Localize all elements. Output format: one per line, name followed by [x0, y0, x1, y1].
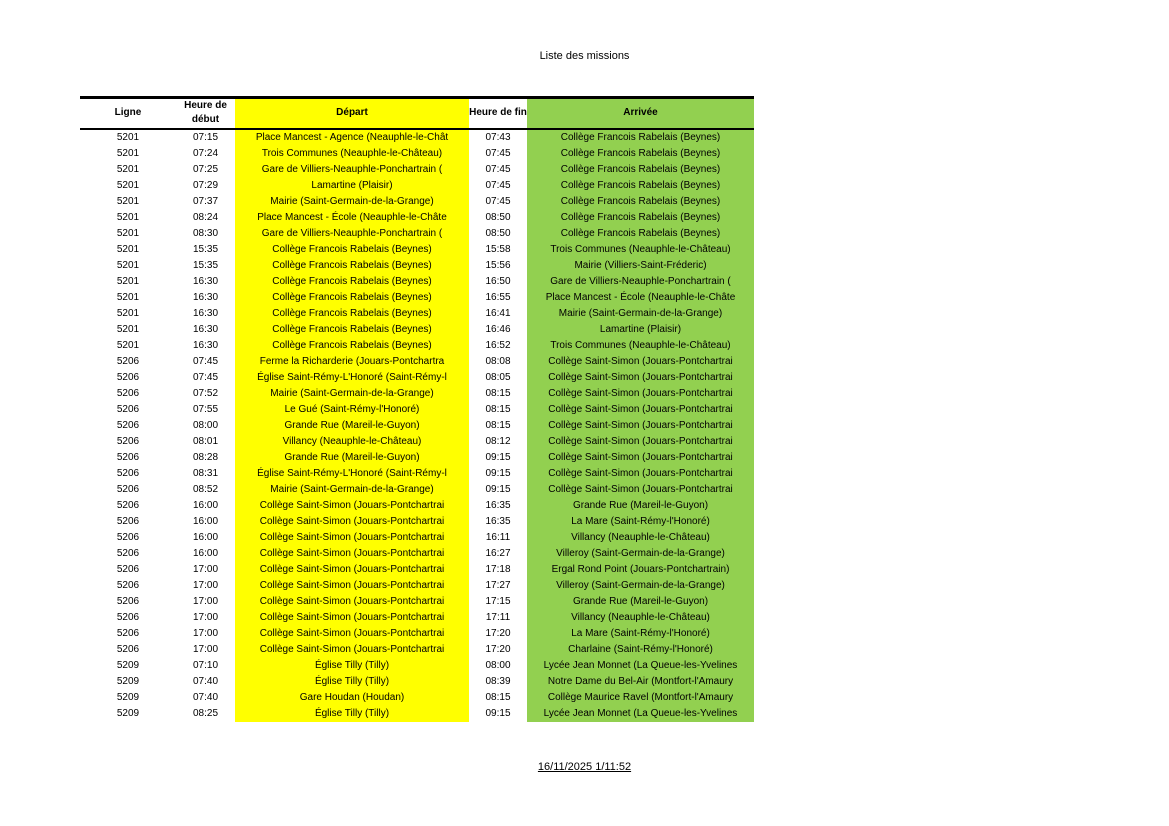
cell-heure-fin: 17:11	[485, 611, 511, 623]
cell-depart: Église Tilly (Tilly)	[235, 706, 469, 722]
cell-arrivee: Collège Francois Rabelais (Beynes)	[527, 226, 754, 242]
cell-ligne: 5206	[116, 627, 140, 639]
table-row	[80, 658, 754, 674]
cell-depart: Collège Saint-Simon (Jouars-Pontchartrai	[235, 498, 469, 514]
cell-arrivee: Lycée Jean Monnet (La Queue-les-Yvelines	[527, 706, 754, 722]
cell-arrivee: Collège Francois Rabelais (Beynes)	[527, 194, 754, 210]
cell-heure-debut: 17:00	[192, 579, 219, 591]
cell-ligne: 5206	[116, 355, 140, 367]
cell-heure-debut: 08:52	[192, 483, 219, 495]
cell-ligne: 5206	[116, 483, 140, 495]
cell-heure-debut: 16:00	[192, 531, 219, 543]
cell-ligne: 5206	[116, 419, 140, 431]
cell-arrivee: Collège Francois Rabelais (Beynes)	[527, 178, 754, 194]
cell-heure-fin: 08:15	[485, 403, 511, 415]
header-heure-fin: Heure de fin	[469, 98, 527, 129]
cell-heure-debut: 16:30	[192, 307, 219, 319]
table-header-row	[80, 98, 754, 129]
cell-heure-debut: 07:45	[192, 355, 219, 367]
table-row	[80, 194, 754, 210]
cell-heure-fin: 07:45	[485, 147, 511, 159]
header-arrivee: Arrivée	[527, 98, 754, 129]
cell-arrivee: Notre Dame du Bel-Air (Montfort-l'Amaury	[527, 674, 754, 690]
table-row	[80, 466, 754, 482]
cell-heure-fin: 07:43	[485, 131, 511, 143]
cell-ligne: 5206	[116, 467, 140, 479]
table-row	[80, 626, 754, 642]
cell-ligne: 5206	[116, 515, 140, 527]
cell-depart: Collège Saint-Simon (Jouars-Pontchartrai	[235, 642, 469, 658]
cell-arrivee: Collège Francois Rabelais (Beynes)	[527, 162, 754, 178]
cell-arrivee: Villancy (Neauphle-le-Château)	[527, 610, 754, 626]
cell-depart: Collège Francois Rabelais (Beynes)	[235, 242, 469, 258]
table-row	[80, 690, 754, 706]
table-row	[80, 450, 754, 466]
cell-arrivee: Villeroy (Saint-Germain-de-la-Grange)	[527, 578, 754, 594]
cell-arrivee: Collège Saint-Simon (Jouars-Pontchartrai	[527, 482, 754, 498]
cell-heure-fin: 08:12	[485, 435, 511, 447]
cell-heure-fin: 17:20	[485, 627, 511, 639]
cell-depart: Collège Saint-Simon (Jouars-Pontchartrai	[235, 546, 469, 562]
cell-ligne: 5206	[116, 611, 140, 623]
cell-arrivee: Collège Saint-Simon (Jouars-Pontchartrai	[527, 466, 754, 482]
table-row	[80, 258, 754, 274]
cell-ligne: 5209	[116, 691, 140, 703]
cell-arrivee: Lamartine (Plaisir)	[527, 322, 754, 338]
cell-ligne: 5201	[116, 147, 140, 159]
cell-heure-fin: 09:15	[485, 451, 511, 463]
cell-arrivee: Collège Francois Rabelais (Beynes)	[527, 129, 754, 146]
cell-heure-fin: 16:50	[485, 275, 511, 287]
cell-heure-fin: 08:08	[485, 355, 511, 367]
cell-heure-debut: 15:35	[192, 259, 219, 271]
cell-ligne: 5206	[116, 435, 140, 447]
table-row	[80, 642, 754, 658]
cell-arrivee: Grande Rue (Mareil-le-Guyon)	[527, 498, 754, 514]
table-row	[80, 178, 754, 194]
table-row	[80, 306, 754, 322]
cell-arrivee: Collège Francois Rabelais (Beynes)	[527, 210, 754, 226]
cell-ligne: 5206	[116, 371, 140, 383]
table-row	[80, 610, 754, 626]
cell-ligne: 5201	[116, 339, 140, 351]
cell-heure-debut: 08:25	[192, 707, 219, 719]
missions-table-container	[80, 96, 754, 722]
table-row	[80, 706, 754, 722]
cell-heure-fin: 07:45	[485, 163, 511, 175]
cell-heure-debut: 17:00	[192, 643, 219, 655]
cell-ligne: 5206	[116, 387, 140, 399]
cell-ligne: 5206	[116, 547, 140, 559]
cell-ligne: 5206	[116, 403, 140, 415]
cell-arrivee: Place Mancest - École (Neauphle-le-Châte	[527, 290, 754, 306]
cell-arrivee: Charlaine (Saint-Rémy-l'Honoré)	[527, 642, 754, 658]
cell-depart: Collège Saint-Simon (Jouars-Pontchartrai	[235, 594, 469, 610]
cell-ligne: 5201	[116, 275, 140, 287]
cell-depart: Église Saint-Rémy-L'Honoré (Saint-Rémy-l	[235, 370, 469, 386]
cell-arrivee: Villeroy (Saint-Germain-de-la-Grange)	[527, 546, 754, 562]
cell-heure-debut: 17:00	[192, 595, 219, 607]
cell-ligne: 5206	[116, 595, 140, 607]
cell-depart: Lamartine (Plaisir)	[235, 178, 469, 194]
header-ligne: Ligne	[80, 98, 176, 129]
cell-depart: Gare de Villiers-Neauphle-Ponchartrain (	[235, 162, 469, 178]
cell-ligne: 5201	[116, 243, 140, 255]
cell-heure-fin: 07:45	[485, 179, 511, 191]
cell-arrivee: Mairie (Villiers-Saint-Fréderic)	[527, 258, 754, 274]
cell-depart: Église Tilly (Tilly)	[235, 674, 469, 690]
table-row	[80, 210, 754, 226]
cell-arrivee: La Mare (Saint-Rémy-l'Honoré)	[527, 626, 754, 642]
cell-ligne: 5201	[116, 211, 140, 223]
cell-heure-debut: 16:30	[192, 339, 219, 351]
cell-ligne: 5201	[116, 131, 140, 143]
cell-depart: Collège Saint-Simon (Jouars-Pontchartrai	[235, 562, 469, 578]
cell-ligne: 5201	[116, 227, 140, 239]
table-row	[80, 338, 754, 354]
cell-depart: Trois Communes (Neauphle-le-Château)	[235, 146, 469, 162]
cell-ligne: 5201	[116, 163, 140, 175]
cell-heure-debut: 16:30	[192, 275, 219, 287]
cell-heure-debut: 17:00	[192, 611, 219, 623]
table-row	[80, 418, 754, 434]
cell-arrivee: Collège Saint-Simon (Jouars-Pontchartrai	[527, 418, 754, 434]
table-row	[80, 482, 754, 498]
cell-heure-fin: 08:00	[485, 659, 511, 671]
cell-ligne: 5206	[116, 531, 140, 543]
cell-depart: Place Mancest - École (Neauphle-le-Châte	[235, 210, 469, 226]
cell-heure-fin: 09:15	[485, 707, 511, 719]
cell-ligne: 5206	[116, 563, 140, 575]
table-row	[80, 370, 754, 386]
cell-heure-debut: 07:15	[192, 131, 219, 143]
cell-ligne: 5201	[116, 259, 140, 271]
cell-heure-fin: 16:27	[485, 547, 511, 559]
table-row	[80, 578, 754, 594]
cell-arrivee: Gare de Villiers-Neauphle-Ponchartrain (	[527, 274, 754, 290]
cell-heure-debut: 15:35	[192, 243, 219, 255]
cell-depart: Collège Saint-Simon (Jouars-Pontchartrai	[235, 626, 469, 642]
cell-ligne: 5206	[116, 499, 140, 511]
cell-depart: Collège Francois Rabelais (Beynes)	[235, 258, 469, 274]
cell-heure-fin: 08:05	[485, 371, 511, 383]
table-row	[80, 674, 754, 690]
table-row	[80, 594, 754, 610]
cell-ligne: 5201	[116, 179, 140, 191]
cell-heure-debut: 07:10	[192, 659, 219, 671]
table-body	[80, 129, 754, 722]
cell-depart: Le Gué (Saint-Rémy-l'Honoré)	[235, 402, 469, 418]
cell-heure-fin: 16:11	[485, 531, 511, 543]
cell-heure-fin: 08:15	[485, 691, 511, 703]
cell-heure-debut: 07:55	[192, 403, 219, 415]
cell-depart: Gare Houdan (Houdan)	[235, 690, 469, 706]
cell-arrivee: Villancy (Neauphle-le-Château)	[527, 530, 754, 546]
cell-heure-fin: 08:39	[485, 675, 511, 687]
cell-heure-fin: 17:27	[485, 579, 511, 591]
cell-heure-debut: 16:30	[192, 291, 219, 303]
cell-ligne: 5206	[116, 643, 140, 655]
cell-arrivee: Collège Maurice Ravel (Montfort-l'Amaury	[527, 690, 754, 706]
cell-depart: Mairie (Saint-Germain-de-la-Grange)	[235, 194, 469, 210]
cell-heure-debut: 07:37	[192, 195, 219, 207]
cell-heure-debut: 07:29	[192, 179, 219, 191]
cell-depart: Mairie (Saint-Germain-de-la-Grange)	[235, 386, 469, 402]
cell-arrivee: Trois Communes (Neauphle-le-Château)	[527, 242, 754, 258]
cell-depart: Collège Francois Rabelais (Beynes)	[235, 322, 469, 338]
cell-heure-fin: 16:41	[485, 307, 511, 319]
cell-depart: Collège Francois Rabelais (Beynes)	[235, 306, 469, 322]
cell-heure-debut: 07:40	[192, 691, 219, 703]
cell-depart: Collège Saint-Simon (Jouars-Pontchartrai	[235, 578, 469, 594]
table-row	[80, 242, 754, 258]
cell-ligne: 5209	[116, 707, 140, 719]
cell-heure-debut: 07:40	[192, 675, 219, 687]
table-row	[80, 274, 754, 290]
cell-heure-debut: 07:24	[192, 147, 219, 159]
cell-depart: Collège Saint-Simon (Jouars-Pontchartrai	[235, 610, 469, 626]
table-row	[80, 354, 754, 370]
cell-depart: Collège Francois Rabelais (Beynes)	[235, 290, 469, 306]
cell-heure-debut: 08:24	[192, 211, 219, 223]
table-row	[80, 562, 754, 578]
cell-ligne: 5201	[116, 291, 140, 303]
cell-heure-fin: 15:58	[485, 243, 511, 255]
cell-arrivee: Lycée Jean Monnet (La Queue-les-Yvelines	[527, 658, 754, 674]
cell-arrivee: Grande Rue (Mareil-le-Guyon)	[527, 594, 754, 610]
cell-ligne: 5209	[116, 675, 140, 687]
cell-heure-fin: 08:15	[485, 387, 511, 399]
cell-depart: Collège Saint-Simon (Jouars-Pontchartrai	[235, 530, 469, 546]
cell-depart: Mairie (Saint-Germain-de-la-Grange)	[235, 482, 469, 498]
cell-arrivee: Collège Saint-Simon (Jouars-Pontchartrai	[527, 386, 754, 402]
cell-ligne: 5209	[116, 659, 140, 671]
cell-heure-fin: 16:55	[485, 291, 511, 303]
cell-depart: Collège Francois Rabelais (Beynes)	[235, 274, 469, 290]
cell-heure-fin: 09:15	[485, 483, 511, 495]
cell-depart: Église Tilly (Tilly)	[235, 658, 469, 674]
cell-heure-fin: 17:20	[485, 643, 511, 655]
cell-heure-debut: 16:30	[192, 323, 219, 335]
cell-ligne: 5201	[116, 307, 140, 319]
cell-heure-debut: 17:00	[192, 563, 219, 575]
cell-depart: Grande Rue (Mareil-le-Guyon)	[235, 418, 469, 434]
cell-ligne: 5201	[116, 195, 140, 207]
cell-heure-debut: 07:45	[192, 371, 219, 383]
cell-heure-fin: 17:18	[485, 563, 511, 575]
header-heure-debut: Heure de début	[176, 98, 235, 129]
table-row	[80, 434, 754, 450]
cell-heure-fin: 08:50	[485, 227, 511, 239]
table-row	[80, 546, 754, 562]
cell-heure-fin: 08:15	[485, 419, 511, 431]
cell-heure-debut: 16:00	[192, 499, 219, 511]
footer-timestamp: 16/11/2025 1/11:52	[537, 761, 632, 773]
table-row	[80, 498, 754, 514]
cell-heure-fin: 08:50	[485, 211, 511, 223]
cell-heure-fin: 16:52	[485, 339, 511, 351]
cell-depart: Villancy (Neauphle-le-Château)	[235, 434, 469, 450]
table-row	[80, 162, 754, 178]
cell-depart: Collège Saint-Simon (Jouars-Pontchartrai	[235, 514, 469, 530]
footer	[0, 761, 1169, 773]
header-depart: Départ	[235, 98, 469, 129]
cell-heure-debut: 08:01	[192, 435, 219, 447]
table-row	[80, 146, 754, 162]
cell-heure-fin: 07:45	[485, 195, 511, 207]
cell-heure-debut: 08:31	[192, 467, 219, 479]
cell-heure-debut: 17:00	[192, 627, 219, 639]
cell-arrivee: Collège Saint-Simon (Jouars-Pontchartrai	[527, 450, 754, 466]
cell-arrivee: Ergal Rond Point (Jouars-Pontchartrain)	[527, 562, 754, 578]
cell-depart: Gare de Villiers-Neauphle-Ponchartrain (	[235, 226, 469, 242]
cell-depart: Ferme la Richarderie (Jouars-Pontchartra	[235, 354, 469, 370]
cell-depart: Place Mancest - Agence (Neauphle-le-Chât	[235, 129, 469, 146]
table-row	[80, 402, 754, 418]
cell-arrivee: Mairie (Saint-Germain-de-la-Grange)	[527, 306, 754, 322]
cell-depart: Grande Rue (Mareil-le-Guyon)	[235, 450, 469, 466]
cell-heure-fin: 15:56	[485, 259, 511, 271]
cell-arrivee: Collège Saint-Simon (Jouars-Pontchartrai	[527, 354, 754, 370]
table-row	[80, 129, 754, 146]
table-row	[80, 322, 754, 338]
cell-ligne: 5206	[116, 579, 140, 591]
cell-heure-debut: 07:25	[192, 163, 219, 175]
cell-depart: Collège Francois Rabelais (Beynes)	[235, 338, 469, 354]
page-title: Liste des missions	[539, 50, 630, 62]
cell-heure-debut: 16:00	[192, 547, 219, 559]
cell-heure-debut: 07:52	[192, 387, 219, 399]
missions-table	[80, 96, 754, 722]
cell-arrivee: Trois Communes (Neauphle-le-Château)	[527, 338, 754, 354]
cell-arrivee: Collège Saint-Simon (Jouars-Pontchartrai	[527, 434, 754, 450]
cell-heure-debut: 16:00	[192, 515, 219, 527]
table-row	[80, 226, 754, 242]
cell-arrivee: La Mare (Saint-Rémy-l'Honoré)	[527, 514, 754, 530]
cell-depart: Église Saint-Rémy-L'Honoré (Saint-Rémy-l	[235, 466, 469, 482]
cell-heure-fin: 17:15	[485, 595, 511, 607]
table-row	[80, 514, 754, 530]
cell-arrivee: Collège Francois Rabelais (Beynes)	[527, 146, 754, 162]
table-row	[80, 386, 754, 402]
cell-heure-debut: 08:28	[192, 451, 219, 463]
cell-heure-fin: 09:15	[485, 467, 511, 479]
cell-heure-fin: 16:35	[485, 515, 511, 527]
cell-arrivee: Collège Saint-Simon (Jouars-Pontchartrai	[527, 370, 754, 386]
cell-heure-debut: 08:30	[192, 227, 219, 239]
table-row	[80, 530, 754, 546]
cell-ligne: 5201	[116, 323, 140, 335]
cell-heure-debut: 08:00	[192, 419, 219, 431]
table-row	[80, 290, 754, 306]
cell-heure-fin: 16:35	[485, 499, 511, 511]
cell-ligne: 5206	[116, 451, 140, 463]
cell-arrivee: Collège Saint-Simon (Jouars-Pontchartrai	[527, 402, 754, 418]
cell-heure-fin: 16:46	[485, 323, 511, 335]
